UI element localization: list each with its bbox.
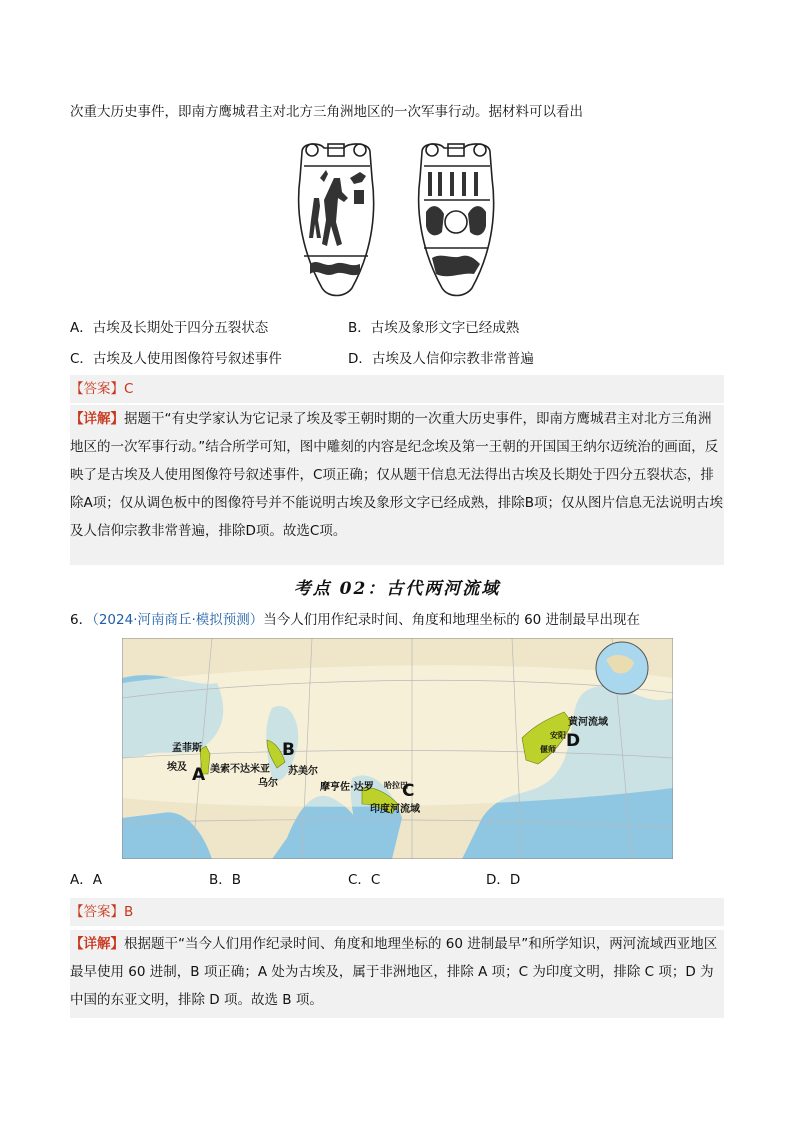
q5-option-a: A．古埃及长期处于四分五裂状态 [70,320,269,336]
answer-value: C [124,381,134,397]
q5-detail-block [70,405,724,565]
map-label-mohenjo: 摩亨佐·达罗 [320,782,374,793]
q6-option-a: A．A [70,872,102,888]
detail-tag: 【详解】 [70,936,124,952]
map-label-anyang: 安阳 [550,731,566,740]
answer-tag: 【答案】 [70,381,124,397]
section-heading: 考点 02：古代两河流域 [293,579,501,599]
detail-tag: 【详解】 [70,411,124,427]
detail-text: 根据题干“当今人们用作纪录时间、角度和地理坐标的 60 进制最早”和所学知识，两河流域西亚地区最早使用 60 进制，B 项正确；A 处为古埃及，属于非洲地区，排除 A 项；C 为印度文明，排除 C 项；D 为中国的东亚文明，排除 D 项。故选 B 项。 [70,936,718,1008]
answer-value: B [124,904,134,920]
narmer-palette-image [290,138,510,302]
q6-option-b: B．B [209,872,242,888]
map-label-yellow-river: 黄河流域 [568,717,608,728]
answer-tag: 【答案】 [70,904,124,920]
q6-stem-text: 当今人们用作纪录时间、角度和地理坐标的 60 进制最早出现在 [263,612,641,628]
q5-answer-row [70,375,724,403]
q5-option-c: C．古埃及人使用图像符号叙述事件 [70,351,282,367]
q5-option-d: D．古埃及人信仰宗教非常普遍 [348,351,534,367]
q6-number: 6． [70,612,93,628]
q6-detail-block [70,930,724,1018]
q6-source: （2024·河南商丘·模拟预测） [92,612,264,628]
map-label-ur: 乌尔 [258,778,278,789]
ancient-civilizations-map [122,638,673,859]
map-label-mesopotamia: 美索不达米亚 [210,764,270,775]
map-letter-a: A [192,765,206,785]
q6-option-c: C．C [348,872,381,888]
map-label-egypt: 埃及 [167,762,187,773]
q5-option-b: B．古埃及象形文字已经成熟 [348,320,520,336]
map-label-indus: 印度河流域 [370,804,420,815]
q6-answer-row [70,898,724,926]
q6-option-d: D．D [486,872,521,888]
map-label-yanshi: 偃师 [540,745,556,754]
map-label-memphis: 孟菲斯 [172,743,202,754]
q6-stem [70,610,640,630]
map-letter-d: D [566,731,581,751]
detail-text: 据题干“有史学家认为它记录了埃及零王朝时期的一次重大历史事件，即南方鹰城君主对北方三角洲地区的一次军事行动。”结合所学可知，图中雕刻的内容是纪念埃及第一王朝的开国国王纳尔迈统治的画面，反映了是古埃及人使用图像符号叙述事件，C项正确；仅从题干信息无法得出古埃及长期处于四分五裂状态，排除A项；仅从调色板中的图像符号并不能说明古埃及象形文字已经成熟，排除B项；仅从图片信息无法说明古埃及人信仰宗教非常普遍，排除D项。故选C项。 [70,411,723,539]
map-letter-b: B [282,740,295,760]
map-letter-c: C [402,781,415,801]
map-label-sumer: 苏美尔 [288,766,318,777]
intro-text: 次重大历史事件，即南方鹰城君主对北方三角洲地区的一次军事行动。据材料可以看出 [70,104,583,120]
map-label-harappa: 哈拉巴 [384,781,408,790]
